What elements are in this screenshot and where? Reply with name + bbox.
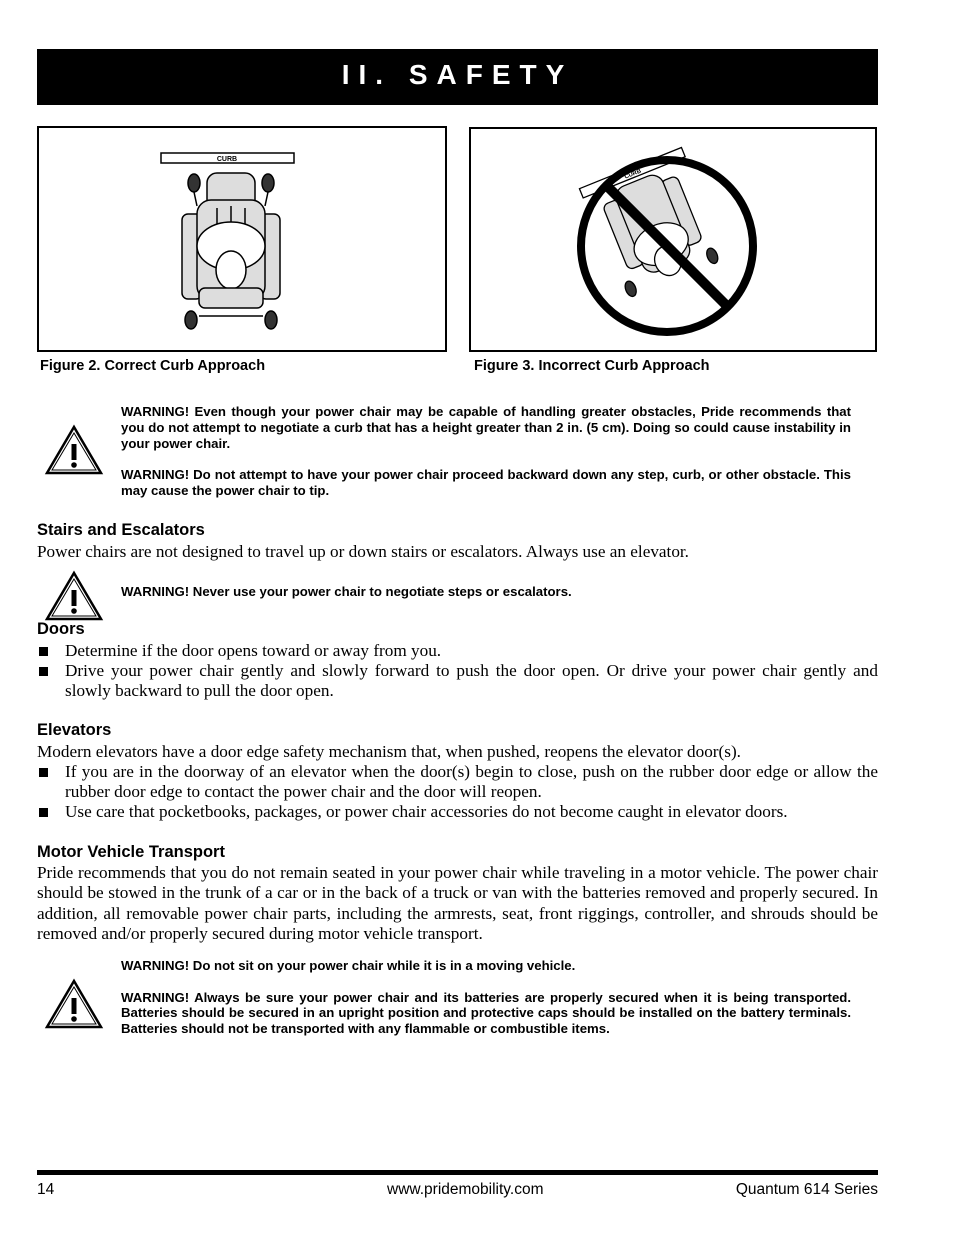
curb-label: CURB xyxy=(623,168,643,181)
footer-product: Quantum 614 Series xyxy=(735,1181,878,1198)
figure-incorrect-curb-approach xyxy=(469,127,877,352)
elevators-heading: Elevators xyxy=(37,721,112,739)
list-item: If you are in the doorway of an elevator when the door(s) begin to close, push on the rubber door edge or allow the rubber door edge to contact the power chair and the door will reopen. xyxy=(37,762,878,803)
list-item: Determine if the door opens toward or away from you. xyxy=(37,641,878,661)
page-number: 14 xyxy=(37,1181,55,1198)
figure-caption: Figure 3. Incorrect Curb Approach xyxy=(474,358,710,374)
transport-heading: Motor Vehicle Transport xyxy=(37,843,225,861)
section-title: II. SAFETY xyxy=(341,59,574,90)
list-item: Drive your power chair gently and slowly forward to push the door open. Or drive your power chair gently and slowly backward to pull the door open. xyxy=(37,661,878,702)
warning-text-block xyxy=(121,958,851,1037)
curb-label: CURB xyxy=(216,156,238,163)
section-banner xyxy=(37,49,878,105)
bullet-square-icon xyxy=(39,768,48,777)
stairs-body: Power chairs are not designed to travel up or down stairs or escalators. Always use an elevator. xyxy=(37,542,689,561)
list-item: Use care that pocketbooks, packages, or power chair accessories do not become caught in elevator doors. xyxy=(37,802,878,822)
warning-curb-height: WARNING! Even though your power chair may be capable of handling greater obstacles, Pride recommends that you do not attempt to negotiate a curb that has a height greater than 2 in. (5 cm). Doing so could cause instability in your power chair. xyxy=(121,404,851,451)
warning-stairs: WARNING! Never use your power chair to negotiate steps or escalators. xyxy=(121,584,572,599)
elevators-body: Modern elevators have a door edge safety mechanism that, when pushed, reopens the elevator door(s). xyxy=(37,742,741,761)
warning-triangle-icon xyxy=(44,570,104,622)
doors-heading: Doors xyxy=(37,620,85,638)
figure-caption: Figure 2. Correct Curb Approach xyxy=(40,358,266,374)
warning-backward: WARNING! Do not attempt to have your power chair proceed backward down any step, curb, or other obstacle. This may cause the power chair to tip. xyxy=(121,467,851,498)
footer-rule xyxy=(37,1170,878,1175)
stairs-heading: Stairs and Escalators xyxy=(37,521,205,539)
footer-website: www.pridemobility.com xyxy=(387,1181,544,1198)
bullet-square-icon xyxy=(39,667,48,676)
figure-correct-curb-approach xyxy=(37,126,447,352)
warning-triangle-icon xyxy=(44,424,104,476)
warning-moving-vehicle: WARNING! Do not sit on your power chair while it is in a moving vehicle. xyxy=(121,958,576,973)
warning-triangle-icon xyxy=(44,978,104,1030)
bullet-square-icon xyxy=(39,808,48,817)
correct-approach-illustration xyxy=(39,128,445,350)
warning-text-block xyxy=(121,404,851,499)
transport-body: Pride recommends that you do not remain seated in your power chair while traveling in a motor vehicle. The power chair should be stowed in the trunk of a car or in the back of a truck or van with the batteries removed and properly secured. In addition, all removable power chair parts, including the armrests, seat, front riggings, controller, and shrouds should be removed and/or properly secured during motor vehicle transport. xyxy=(37,863,878,943)
incorrect-approach-illustration xyxy=(471,129,875,350)
warning-secure-transport: WARNING! Always be sure your power chair and its batteries are properly secured when it is being transported. Batteries should be secured in an upright position and protective caps should be installed on the battery terminals. Batteries should not be transported with any flammable or combustible items. xyxy=(121,989,851,1037)
bullet-square-icon xyxy=(39,647,48,656)
